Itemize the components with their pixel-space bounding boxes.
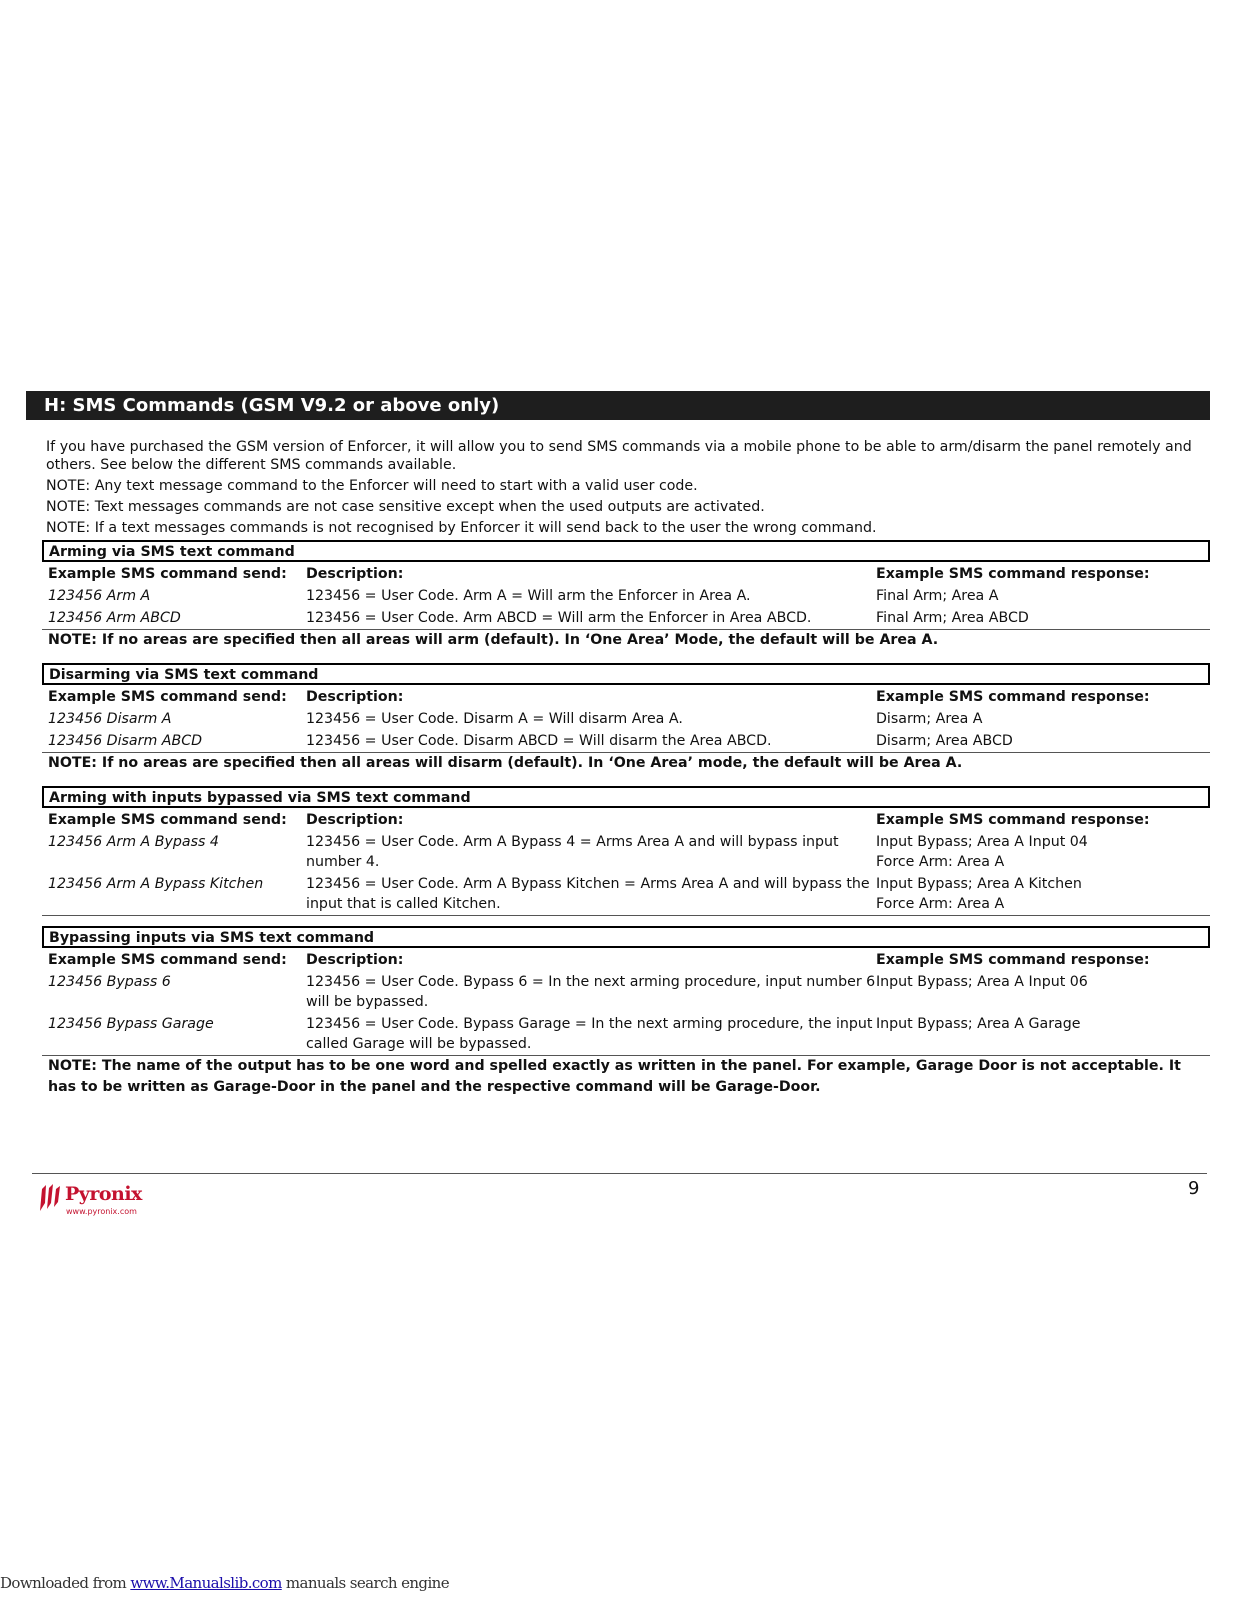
response-cell: Final Arm; Area A: [876, 588, 999, 604]
table-row: [42, 586, 1210, 606]
download-prefix: Downloaded from: [0, 1574, 131, 1592]
description-cell: 123456 = User Code. Arm A = Will arm the Enforcer in Area A.: [306, 588, 751, 604]
table-row: [42, 1014, 1210, 1054]
table-title: Bypassing inputs via SMS text command: [42, 926, 1210, 948]
response-line: Input Bypass; Area A Input 04: [876, 834, 1088, 850]
intro-paragraph: If you have purchased the GSM version of Enforcer, it will allow you to send SMS commands via a mobile phone to be able to arm/disarm the panel remotely and others. See below the different SMS commands available.: [46, 439, 1192, 473]
command-cell: 123456 Arm A: [48, 588, 151, 604]
pyronix-logo: [38, 1183, 148, 1223]
col-header-send: Example SMS command send:: [48, 952, 287, 968]
table-arming-bypass: [42, 786, 1210, 916]
table-bypassing: [42, 926, 1210, 1098]
intro-note: NOTE: If a text messages commands is not recognised by Enforcer it will send back to the user the wrong command.: [46, 520, 877, 536]
col-header-resp: Example SMS command response:: [876, 689, 1150, 705]
command-cell: 123456 Disarm ABCD: [48, 733, 203, 749]
table-arming: [42, 540, 1210, 651]
col-header-resp: Example SMS command response:: [876, 812, 1150, 828]
table-title: Arming via SMS text command: [42, 540, 1210, 562]
table-note: NOTE: The name of the output has to be one word and spelled exactly as written in the panel. For example, Garage Door is not acceptable. It has to be written as Garage-Door in the panel and the respective command will be Garage-Door.: [48, 1058, 1181, 1095]
response-line: Force Arm: Area A: [876, 854, 1005, 870]
logo-text: Pyronix: [65, 1183, 142, 1205]
description-cell: 123456 = User Code. Bypass Garage = In the next arming procedure, the input called Garage will be bypassed.: [306, 1016, 873, 1052]
col-header-send: Example SMS command send:: [48, 689, 287, 705]
description-cell: 123456 = User Code. Bypass 6 = In the next arming procedure, input number 6 will be bypassed.: [306, 974, 876, 1010]
command-cell: 123456 Bypass Garage: [48, 1016, 214, 1032]
manualslib-link[interactable]: www.Manualslib.com: [130, 1574, 282, 1592]
response-line: Force Arm: Area A: [876, 896, 1005, 912]
response-cell: [876, 874, 1210, 914]
description-cell: 123456 = User Code. Arm A Bypass 4 = Arms Area A and will bypass input number 4.: [306, 834, 839, 870]
command-cell: 123456 Arm ABCD: [48, 610, 181, 626]
response-cell: Input Bypass; Area A Garage: [876, 1016, 1081, 1032]
response-line: Input Bypass; Area A Kitchen: [876, 876, 1082, 892]
table-row: [42, 874, 1210, 914]
description-cell: 123456 = User Code. Disarm A = Will disarm Area A.: [306, 711, 683, 727]
table-header-row: [42, 950, 1210, 970]
response-cell: Input Bypass; Area A Input 06: [876, 974, 1088, 990]
command-cell: 123456 Arm A Bypass 4: [48, 834, 219, 850]
col-header-desc: Description:: [306, 952, 404, 968]
response-cell: Disarm; Area ABCD: [876, 733, 1013, 749]
col-header-resp: Example SMS command response:: [876, 952, 1150, 968]
table-note: NOTE: If no areas are specified then all areas will disarm (default). In ‘One Area’ mode, the default will be Area A.: [48, 755, 963, 771]
table-header-row: [42, 687, 1210, 707]
page-number: 9: [1188, 1178, 1200, 1199]
table-row: [42, 832, 1210, 872]
download-notice: [0, 1574, 449, 1592]
table-row: [42, 731, 1210, 751]
command-cell: 123456 Arm A Bypass Kitchen: [48, 876, 264, 892]
pyronix-flame-icon: [38, 1183, 64, 1213]
intro-text: [46, 438, 1196, 540]
command-cell: 123456 Disarm A: [48, 711, 172, 727]
response-cell: Final Arm; Area ABCD: [876, 610, 1029, 626]
intro-note: NOTE: Text messages commands are not case sensitive except when the used outputs are activated.: [46, 499, 765, 515]
table-row: [42, 709, 1210, 729]
table-row: [42, 608, 1210, 628]
table-header-row: [42, 810, 1210, 830]
col-header-send: Example SMS command send:: [48, 812, 287, 828]
section-header: H: SMS Commands (GSM V9.2 or above only): [26, 391, 1210, 420]
description-cell: 123456 = User Code. Arm A Bypass Kitchen = Arms Area A and will bypass the input that is called Kitchen.: [306, 876, 870, 912]
table-note: NOTE: If no areas are specified then all areas will arm (default). In ‘One Area’ Mode, the default will be Area A.: [48, 632, 939, 648]
command-cell: 123456 Bypass 6: [48, 974, 171, 990]
col-header-desc: Description:: [306, 689, 404, 705]
divider: [42, 915, 1210, 916]
table-header-row: [42, 564, 1210, 584]
col-header-desc: Description:: [306, 566, 404, 582]
col-header-desc: Description:: [306, 812, 404, 828]
download-suffix: manuals search engine: [281, 1574, 449, 1592]
col-header-send: Example SMS command send:: [48, 566, 287, 582]
logo-url: www.pyronix.com: [66, 1207, 137, 1216]
table-disarming: [42, 663, 1210, 774]
response-cell: Disarm; Area A: [876, 711, 983, 727]
table-title: Disarming via SMS text command: [42, 663, 1210, 685]
table-title: Arming with inputs bypassed via SMS text command: [42, 786, 1210, 808]
footer-divider: [32, 1173, 1207, 1174]
col-header-resp: Example SMS command response:: [876, 566, 1150, 582]
intro-note: NOTE: Any text message command to the Enforcer will need to start with a valid user code.: [46, 478, 698, 494]
description-cell: 123456 = User Code. Arm ABCD = Will arm the Enforcer in Area ABCD.: [306, 610, 812, 626]
response-cell: [876, 832, 1210, 872]
table-row: [42, 972, 1210, 1012]
description-cell: 123456 = User Code. Disarm ABCD = Will disarm the Area ABCD.: [306, 733, 772, 749]
